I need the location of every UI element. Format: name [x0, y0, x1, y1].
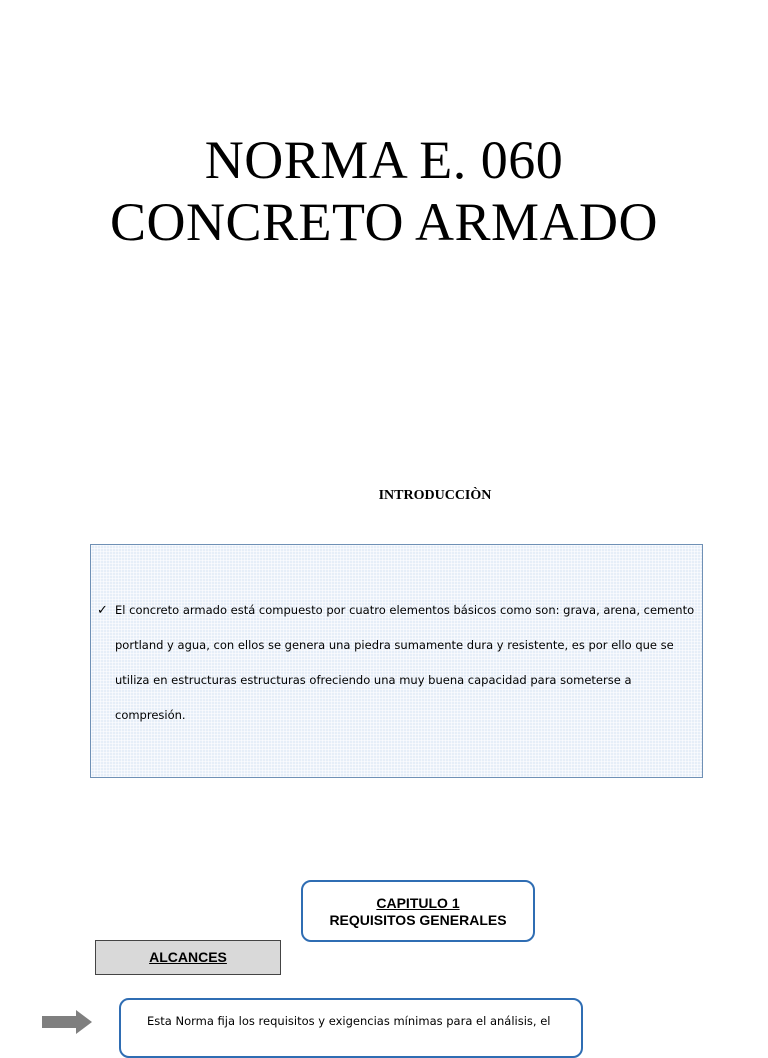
checkmark-icon: ✓	[97, 603, 108, 618]
alcances-text: Esta Norma fija los requisitos y exigencias mínimas para el análisis, el	[147, 1014, 551, 1028]
chapter-number: CAPITULO 1	[376, 895, 460, 911]
alcances-section-box	[95, 940, 281, 975]
arrow-right-icon	[42, 1010, 92, 1034]
alcances-text-box	[119, 998, 583, 1058]
chapter-title: REQUISITOS GENERALES	[329, 912, 507, 928]
alcances-label: ALCANCES	[149, 949, 227, 965]
introduction-heading: INTRODUCCIÒN	[378, 488, 492, 503]
document-title-line-1: NORMA E. 060	[204, 130, 564, 190]
document-title-line-2: CONCRETO ARMADO	[109, 192, 659, 252]
chapter-heading-box	[301, 880, 535, 942]
introduction-box	[90, 544, 703, 778]
introduction-text: El concreto armado está compuesto por cuatro elementos básicos como son: grava, arena, cemento portland y agua, con ellos se genera una piedra sumamente dura y resistente, es por ello que se utiliza en estructuras estructuras ofreciendo una muy buena capacidad para someterse a compresión.	[115, 603, 695, 722]
